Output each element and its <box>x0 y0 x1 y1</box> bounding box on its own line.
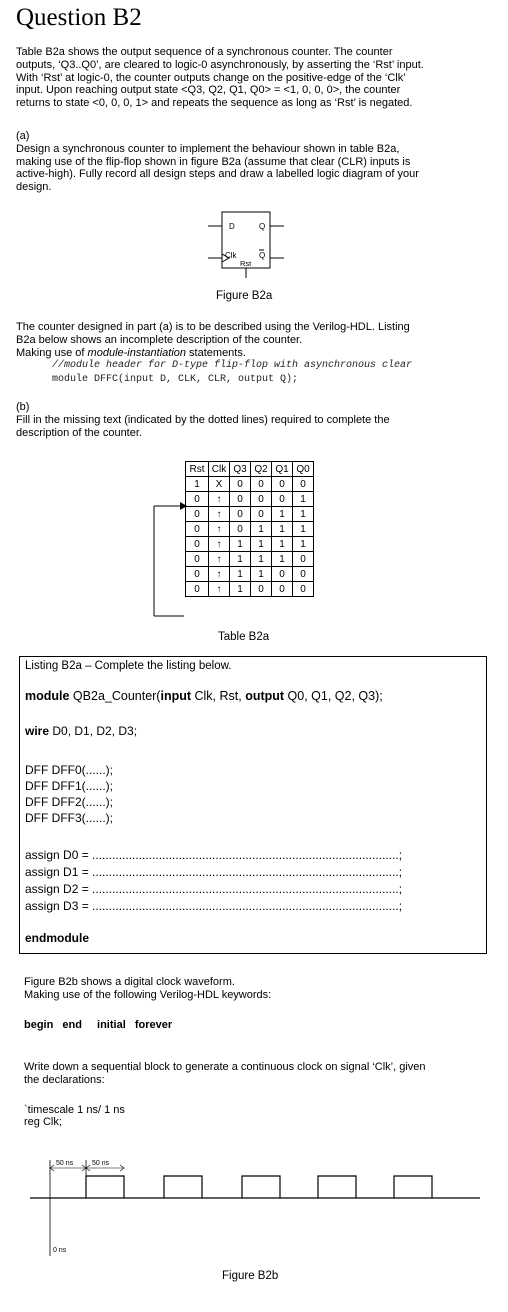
decl-timescale: `timescale 1 ns/ 1 ns <box>24 1104 125 1116</box>
listing-title: Listing B2a – Complete the listing below. <box>25 660 232 672</box>
assign-line: assign D2 = ............................................................................................; <box>25 882 403 896</box>
cell: 1 <box>293 537 314 552</box>
cell: 1 <box>293 522 314 537</box>
kw-input: input <box>160 689 192 703</box>
col-header-q0: Q0 <box>293 462 314 477</box>
intro-line: input. Upon reaching output state <Q3, Q2, Q1, Q0> = <1, 0, 0, 0>, the counter <box>16 84 401 97</box>
kw-module: module <box>25 689 70 703</box>
cell: 0 <box>186 552 209 567</box>
col-header-q2: Q2 <box>251 462 272 477</box>
clock-intro <box>24 976 271 1002</box>
keyword-list <box>24 1019 172 1031</box>
table-row <box>186 477 314 492</box>
loop-arrow <box>150 500 190 624</box>
table-row <box>186 582 314 597</box>
cell: 1 <box>272 507 293 522</box>
cell: 0 <box>272 492 293 507</box>
listing-module-line <box>25 689 383 703</box>
cell: ↑ <box>209 552 230 567</box>
cell: 0 <box>251 582 272 597</box>
cell: ↑ <box>209 507 230 522</box>
cell: 0 <box>230 492 251 507</box>
table-b2a <box>185 461 314 597</box>
ff-qbar-label: Q <box>259 251 266 260</box>
figure-b2b-caption: Figure B2b <box>222 1270 279 1282</box>
dff-line: DFF DFF2(......); <box>25 795 113 809</box>
col-header-clk: Clk <box>209 462 230 477</box>
dim-label-1: 50 ns <box>56 1160 74 1167</box>
cell: 0 <box>186 537 209 552</box>
cell: 1 <box>272 537 293 552</box>
assign-line: assign D3 = ............................................................................................; <box>25 899 403 913</box>
cell: 1 <box>272 522 293 537</box>
part-a-line: Design a synchronous counter to implement the behaviour shown in table B2a, <box>16 142 400 155</box>
cell: 1 <box>251 567 272 582</box>
clock-task <box>24 1061 426 1087</box>
decl-reg: reg Clk; <box>24 1116 62 1128</box>
instantiation-em: module-instantiation <box>87 346 186 359</box>
table-row <box>186 567 314 582</box>
cell: 0 <box>230 477 251 492</box>
keyword-initial: initial <box>97 1019 126 1031</box>
assign-line: assign D1 = ............................................................................................; <box>25 865 403 879</box>
cell: 0 <box>272 477 293 492</box>
header-comment: //module header for D-type flip-flop with asynchronous clear <box>52 360 413 371</box>
header-code: module DFFC(input D, CLK, CLR, output Q); <box>52 374 299 385</box>
cell: 0 <box>186 582 209 597</box>
cell: 0 <box>230 507 251 522</box>
keyword-end: end <box>62 1019 82 1031</box>
assign-line: assign D0 = ............................................................................................; <box>25 848 403 862</box>
dff-line: DFF DFF3(......); <box>25 811 113 825</box>
part-a-line: making use of the flip-flop shown in figure B2a (assume that clear (CLR) inputs is <box>16 155 411 168</box>
cell: 0 <box>186 492 209 507</box>
clock-task-line: the declarations: <box>24 1073 105 1086</box>
cell: 0 <box>186 522 209 537</box>
listing-b2a <box>19 656 487 954</box>
zero-label: 0 ns <box>53 1247 67 1254</box>
cell: 0 <box>186 507 209 522</box>
clock-intro-line: Making use of the following Verilog-HDL keywords: <box>24 988 272 1001</box>
part-b-line: description of the counter. <box>16 426 142 439</box>
intro-line: Table B2a shows the output sequence of a synchronous counter. The counter <box>16 46 393 58</box>
part-a-line: design. <box>16 181 52 194</box>
ports-out: Q0, Q1, Q2, Q3); <box>284 689 383 703</box>
clock-intro-line: Figure B2b shows a digital clock waveform. <box>24 976 235 988</box>
ports-in: Clk, Rst, <box>191 689 246 703</box>
part-a-label: (a) <box>16 130 30 142</box>
keyword-begin: begin <box>24 1019 54 1031</box>
intro-line: returns to state <0, 0, 0, 1> and repeats the sequence as long as ‘Rst’ is negated. <box>16 97 413 110</box>
verilog-intro <box>16 321 410 359</box>
cell: 0 <box>186 567 209 582</box>
part-b <box>16 401 390 439</box>
page-title: Question B2 <box>16 4 142 31</box>
part-a <box>16 130 419 194</box>
cell: ↑ <box>209 582 230 597</box>
cell: 1 <box>230 537 251 552</box>
cell: ↑ <box>209 567 230 582</box>
kw-output: output <box>245 689 285 703</box>
instantiation-line <box>16 347 410 360</box>
ff-q-label: Q <box>259 222 266 231</box>
cell: 0 <box>293 567 314 582</box>
cell: 1 <box>251 522 272 537</box>
table-header-row <box>186 462 314 477</box>
instantiation-prefix: Making use of <box>16 346 88 359</box>
dim-label-2: 50 ns <box>92 1160 110 1167</box>
part-a-line: active-high). Fully record all design steps and draw a labelled logic diagram of your <box>16 168 419 181</box>
instantiation-suffix: statements. <box>186 346 246 359</box>
col-header-rst: Rst <box>186 462 209 477</box>
cell: 1 <box>251 537 272 552</box>
wire-names: D0, D1, D2, D3; <box>49 724 138 738</box>
ff-d-label: D <box>229 222 235 231</box>
cell: ↑ <box>209 537 230 552</box>
cell: 0 <box>293 477 314 492</box>
cell: 1 <box>251 552 272 567</box>
cell: 0 <box>230 522 251 537</box>
cell: 1 <box>230 567 251 582</box>
cell: ↑ <box>209 492 230 507</box>
ff-clk-label: Clk <box>225 251 237 260</box>
verilog-intro-line: B2a below shows an incomplete description of the counter. <box>16 333 303 346</box>
cell: 1 <box>293 507 314 522</box>
cell: 0 <box>293 552 314 567</box>
cell: 1 <box>293 492 314 507</box>
table-row <box>186 537 314 552</box>
cell: X <box>209 477 230 492</box>
listing-wire-line <box>25 724 137 738</box>
declarations <box>24 1104 125 1128</box>
table-row <box>186 507 314 522</box>
cell: 0 <box>251 477 272 492</box>
kw-wire: wire <box>25 724 50 738</box>
cell: 1 <box>186 477 209 492</box>
flip-flop-symbol <box>200 208 300 280</box>
cell: 0 <box>251 492 272 507</box>
col-header-q1: Q1 <box>272 462 293 477</box>
cell: 1 <box>230 552 251 567</box>
cell: 1 <box>272 552 293 567</box>
table-row <box>186 522 314 537</box>
intro-line: outputs, ‘Q3..Q0’, are cleared to logic-0 asynchronously, by asserting the ‘Rst’ input. <box>16 58 424 71</box>
dff-line: DFF DFF1(......); <box>25 779 113 793</box>
part-b-line: Fill in the missing text (indicated by the dotted lines) required to complete the <box>16 413 390 426</box>
cell: 0 <box>272 582 293 597</box>
clock-task-line: Write down a sequential block to generate a continuous clock on signal ‘Clk’, given <box>24 1061 426 1073</box>
dff-line: DFF DFF0(......); <box>25 763 113 777</box>
cell: 0 <box>293 582 314 597</box>
figure-b2a-caption: Figure B2a <box>216 290 273 302</box>
keyword-forever: forever <box>134 1019 173 1031</box>
verilog-intro-line: The counter designed in part (a) is to be described using the Verilog-HDL. Listing <box>16 321 410 333</box>
table-b2a-caption: Table B2a <box>218 631 270 643</box>
clock-waveform <box>20 1156 490 1266</box>
cell: 1 <box>230 582 251 597</box>
cell: ↑ <box>209 522 230 537</box>
part-b-label: (b) <box>16 401 30 413</box>
intro-line: With ‘Rst’ at logic-0, the counter outputs change on the positive-edge of the ‘Clk’ <box>16 71 406 84</box>
module-name: QB2a_Counter( <box>69 689 161 703</box>
cell: 0 <box>272 567 293 582</box>
table-row <box>186 492 314 507</box>
table-row <box>186 552 314 567</box>
col-header-q3: Q3 <box>230 462 251 477</box>
ff-rst-label: Rst <box>240 259 252 268</box>
cell: 0 <box>251 507 272 522</box>
kw-endmodule: endmodule <box>25 931 90 945</box>
intro-paragraph <box>16 46 424 110</box>
